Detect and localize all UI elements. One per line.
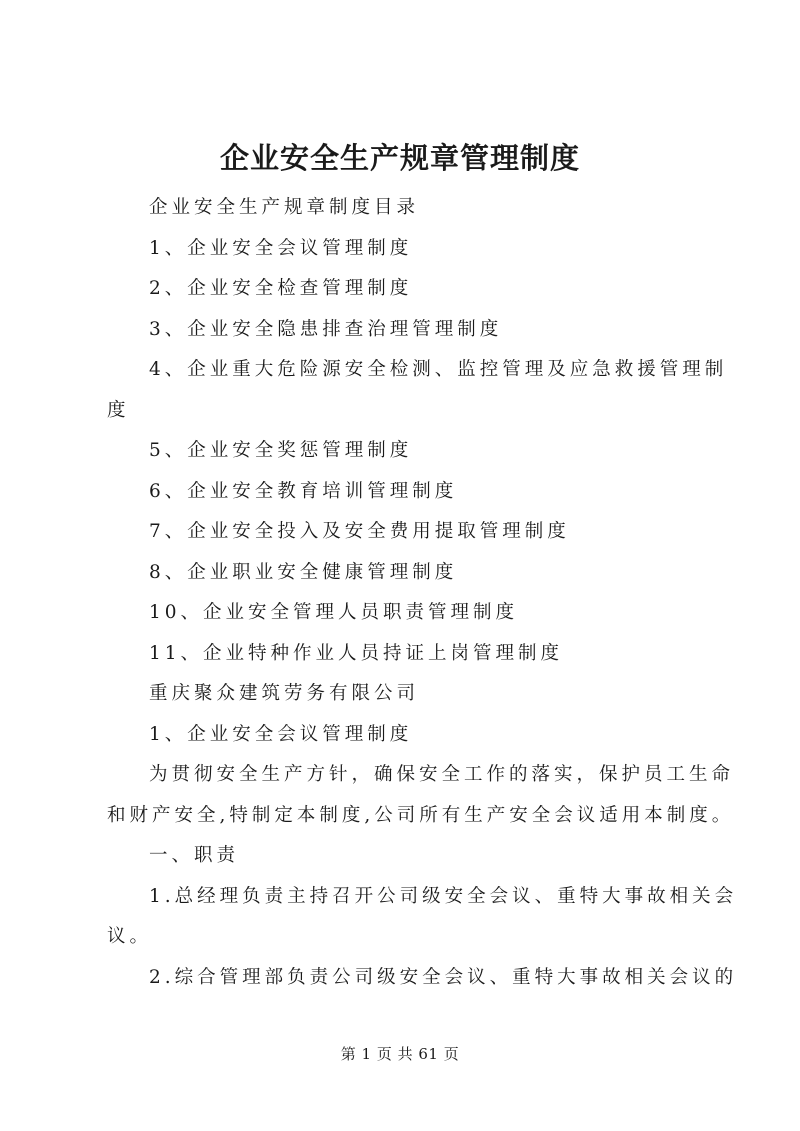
body-line: 4、企业重大危险源安全检测、监控管理及应急救援管理制 (149, 359, 728, 380)
body-line: 5、企业安全奖惩管理制度 (149, 440, 413, 461)
document-body (107, 188, 738, 998)
body-line: 7、企业安全投入及安全费用提取管理制度 (149, 521, 570, 542)
body-line: 8、企业职业安全健康管理制度 (149, 561, 458, 583)
body-line: 3、企业安全隐患排查治理管理制度 (149, 318, 503, 340)
body-line: 6、企业安全教育培训管理制度 (149, 480, 458, 502)
body-line: 企业安全生产规章制度目录 (149, 197, 420, 218)
body-line: 11、企业特种作业人员持证上岗管理制度 (149, 642, 564, 664)
body-line: 议。 (107, 926, 153, 947)
body-line: 和财产安全,特制定本制度,公司所有生产安全会议适用本制度。 (107, 804, 735, 826)
body-line: 1、企业安全会议管理制度 (149, 237, 413, 259)
body-line: 1.总经理负责主持召开公司级安全会议、重特大事故相关会 (149, 885, 738, 907)
body-line: 10、企业安全管理人员职责管理制度 (149, 602, 519, 623)
page-footer: 第 1 页 共 61 页 (340, 1045, 460, 1063)
body-line: 1、企业安全会议管理制度 (149, 723, 413, 745)
body-line: 重庆聚众建筑劳务有限公司 (149, 683, 420, 704)
body-line: 2、企业安全检查管理制度 (149, 278, 413, 299)
document-title: 企业安全生产规章管理制度 (219, 141, 580, 175)
body-line: 为贯彻安全生产方针，确保安全工作的落实，保护员工生命 (149, 764, 735, 785)
body-line: 度 (107, 399, 130, 421)
body-line: 2.综合管理部负责公司级安全会议、重特大事故相关会议的 (149, 966, 738, 988)
body-line: 一、职责 (149, 845, 240, 866)
